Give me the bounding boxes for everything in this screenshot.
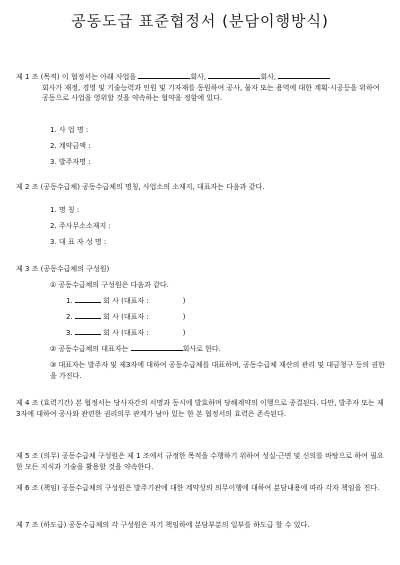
member-label: 회 사 (대표자 : (103, 313, 149, 321)
member-company-blank (75, 329, 101, 335)
member-close: ) (182, 329, 186, 337)
company-blank-2 (208, 73, 260, 79)
member-number: 1. (66, 297, 73, 305)
member-label: 회 사 (대표자 : (103, 297, 149, 305)
article-4: 제 4 조 (효력기간) 본 협정서는 당사자간의 서명과 동시에 발효하며 당해계약의 이행으로 종결된다. 다만, 발주자 또는 제3자에 대하여 공사와 관련한 권리의무 관계가 남아 있는 한 본 협정서의 효력은 존속된다. (16, 399, 384, 418)
company-suffix-1: 회사, (190, 73, 207, 81)
article-3-clause-3: ③ 대표자는 발주자 및 제3자에 대하여 공동수급체를 대표하며, 공동수급체 재산의 관리 및 대금청구 등의 권한을 가진다. (50, 361, 385, 380)
representative-name-item: 3. 대 표 자 성 명 : (50, 238, 107, 246)
member-number: 2. (66, 313, 73, 321)
article-3-clause-1: ① 공동수급체의 구성원은 다음과 같다. (50, 281, 169, 289)
article-3-head: 제 3 조 (공동수급체의 구성원) (16, 265, 110, 273)
member-close: ) (182, 297, 186, 305)
consortium-name-item: 1. 명 칭 : (50, 206, 80, 214)
article-7: 제 7 조 (하도급) 공동수급체의 각 구성원은 자기 책임하에 분담부분의 일부를 하도급 할 수 있다. (16, 521, 310, 529)
member-number: 3. (66, 329, 73, 337)
member-label: 회 사 (대표자 : (103, 329, 149, 337)
company-suffix-2: 회사, (260, 73, 277, 81)
member-row (66, 312, 185, 323)
article-3-clause-2 (50, 344, 388, 355)
article-1-head: 제 1 조 (목적) 이 협정서는 아래 사업을 (16, 73, 137, 81)
article-2: 제 2 조 (공동수급체) 공동수급체의 명칭, 사업소의 소재지, 대표자는 다음과 같다. (16, 183, 265, 191)
office-location-item: 2. 주사무소소재지 : (50, 222, 111, 230)
member-close: ) (182, 313, 186, 321)
member-row (66, 296, 185, 307)
member-company-blank (75, 313, 101, 319)
document-title: 공동도급 표준협정서 (분담이행방식) (71, 12, 329, 30)
project-name-item: 1. 사 업 명 : (50, 126, 89, 134)
company-blank-1 (138, 73, 190, 79)
clause-2-end: 회사로 한다. (182, 345, 221, 353)
article-5: 제 5 조 (의무) 공동수급체 구성원은 제 1 조에서 규정한 목적을 수행하기 위하여 성실·근면 및 신의를 바탕으로 하여 필요한 모든 지식과 기술을 활용할 것을 약속한다. (16, 452, 384, 471)
contract-amount-item: 2. 계약금액 : (50, 142, 91, 150)
company-blank-3 (278, 73, 330, 79)
clause-2-start: ② 공동수급체의 대표자는 (50, 345, 129, 353)
representative-company-blank (131, 345, 183, 351)
article-1-body: 회사가 재정, 경영 및 기술능력과 인원 및 기자재를 동원하여 공사, 물자 또는 용역에 대한 계획·시공등을 위하여 공동으로 사업을 영위할 것을 약속하는 협약을 정함에 있다. (42, 83, 380, 102)
article-1 (16, 72, 388, 104)
member-row (66, 328, 185, 339)
article-6: 제 6 조 (책임) 공동수급체의 구성원은 발주기관에 대한 계약상의 의무이행에 대하여 분담내용에 따라 각자 책임을 진다. (16, 484, 380, 492)
member-company-blank (75, 297, 101, 303)
client-name-item: 3. 발주자명 : (50, 158, 91, 166)
